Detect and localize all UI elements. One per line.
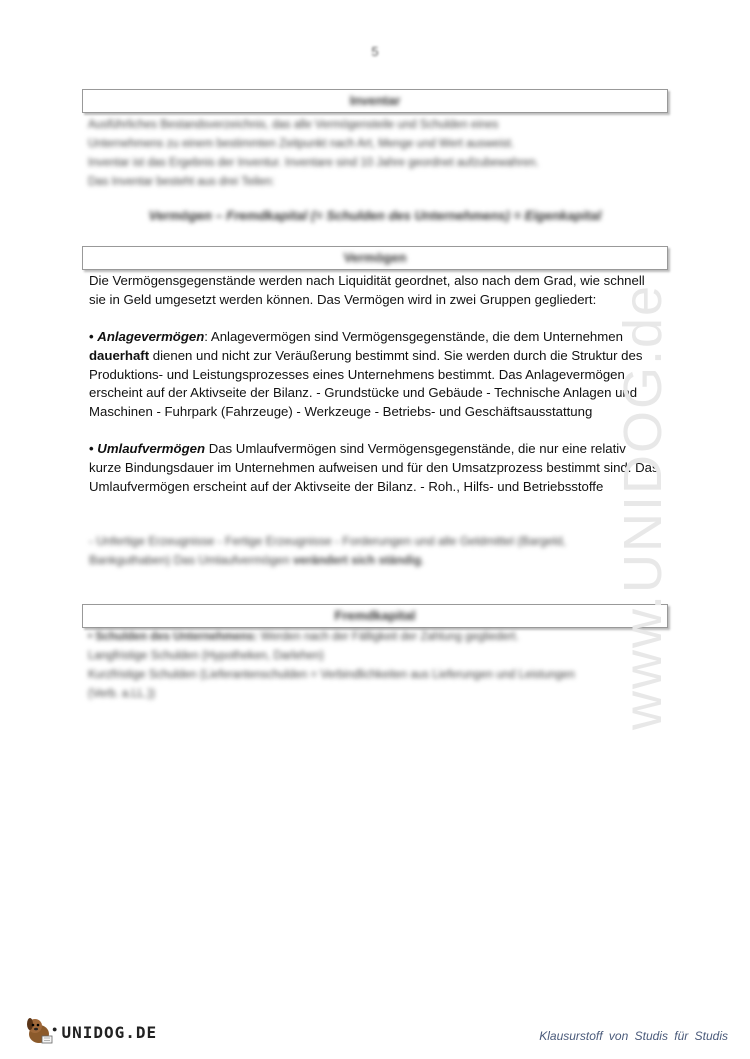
fremdkapital-line: (Verb. a.LL.))	[88, 688, 156, 700]
fremdkapital-content	[88, 628, 658, 704]
page-number: 5	[371, 44, 379, 59]
inventar-line: Inventar ist das Ergebnis der Inventur. Inventare sind 10 Jahre geordnet aufzubewahren.	[88, 157, 539, 169]
umlaufvermoegen-paragraph	[89, 440, 661, 496]
fremdkapital-line: • Schulden des Unternehmens: Werden nach der Fälligkeit der Zahlung gegliedert.	[88, 631, 519, 643]
dog-icon	[24, 1014, 54, 1051]
vermoegen-heading-box	[82, 246, 668, 270]
umlaufvermoegen-term: Umlaufvermögen	[97, 441, 206, 457]
vermoegen-intro: Die Vermögensgegenstände werden nach Liquidität geordnet, also nach dem Grad, wie schnell sie in Geld umgesetzt werden können. Das Vermögen wird in zwei Gruppen gegliedert:	[89, 273, 645, 307]
fremdkapital-bold: • Schulden des Unternehmens:	[88, 631, 258, 643]
inventar-formula: Vermögen – Fremdkapital (= Schulden des Unternehmens) = Eigenkapital	[148, 208, 602, 223]
inventar-line: Ausführliches Bestandsverzeichnis, das alle Vermögensteile und Schulden eines	[88, 119, 499, 131]
footer-logo	[24, 1014, 157, 1050]
vermoegen-content	[89, 272, 661, 496]
bullet: •	[89, 441, 94, 457]
umlauf-blur-bold: verändert sich ständig	[293, 553, 422, 567]
inventar-line: Unternehmens zu einem bestimmten Zeitpunkt nach Art, Menge und Wert ausweist.	[88, 138, 515, 150]
inventar-heading-box	[82, 89, 668, 113]
bullet: •	[89, 329, 94, 345]
anlagevermoegen-text-1: : Anlagevermögen sind Vermögensgegenstände, die dem Unternehmen	[204, 329, 623, 345]
fremdkapital-heading: Fremdkapital	[334, 608, 416, 623]
anlagevermoegen-text-2: dienen und nicht zur Veräußerung bestimmt sind. Sie werden durch die Struktur des Produktions- und Leistungsprozesses eines Unternehmens bestimmt. Das Anlagevermögen erscheint auf der Aktivseite der Bilanz. - Grundstücke und Gebäude - Technische Anlagen und Maschinen - Fuhrpark (Fahrzeuge) - Werkzeuge - Betriebs- und Geschäftsausstattung	[89, 347, 643, 419]
umlaufvermoegen-blurred	[89, 532, 659, 570]
fremdkapital-heading-box	[82, 604, 668, 628]
umlaufvermoegen-text: Das Umlaufvermögen sind Vermögensgegenstände, die nur eine relativ kurze Bindungsdauer im Unternehmen aufweisen und für den Umsatzprozess bestimmt sind. Das Umlaufvermögen erscheint auf der Aktivseite der Bilanz. - Roh., Hilfs- und Betriebsstoffe	[89, 441, 659, 494]
anlagevermoegen-bold: dauerhaft	[89, 347, 150, 363]
fremdkapital-line: Langfristige Schulden (Hypotheken, Darlehen)	[88, 650, 324, 662]
umlauf-blur-line: - Unfertige Erzeugnisse - Fertige Erzeugnisse - Forderungen und alle Geldmittel (Bargeld,	[89, 534, 566, 548]
vermoegen-heading: Vermögen	[343, 250, 407, 265]
anlagevermoegen-term: Anlagevermögen	[97, 329, 205, 345]
footer-tagline: Klausurstoff von Studis für Studis	[539, 1029, 728, 1043]
fremdkapital-line: Kurzfristige Schulden (Lieferantenschulden = Verbindlichkeiten aus Lieferungen und Leistungen	[88, 669, 575, 681]
paw-icon: ●	[52, 1024, 58, 1034]
umlauf-blur-line-2: Bankguthaben) Das Umlaufvermögen verändert sich ständig.	[89, 553, 425, 567]
inventar-line: Das Inventar besteht aus drei Teilen:	[88, 176, 275, 188]
anlagevermoegen-paragraph	[89, 328, 661, 422]
logo-text: UNIDOG.DE	[61, 1022, 158, 1042]
inventar-description	[88, 116, 658, 192]
inventar-heading: Inventar	[349, 93, 401, 108]
watermark: www.UNIDOG.de	[613, 283, 673, 730]
